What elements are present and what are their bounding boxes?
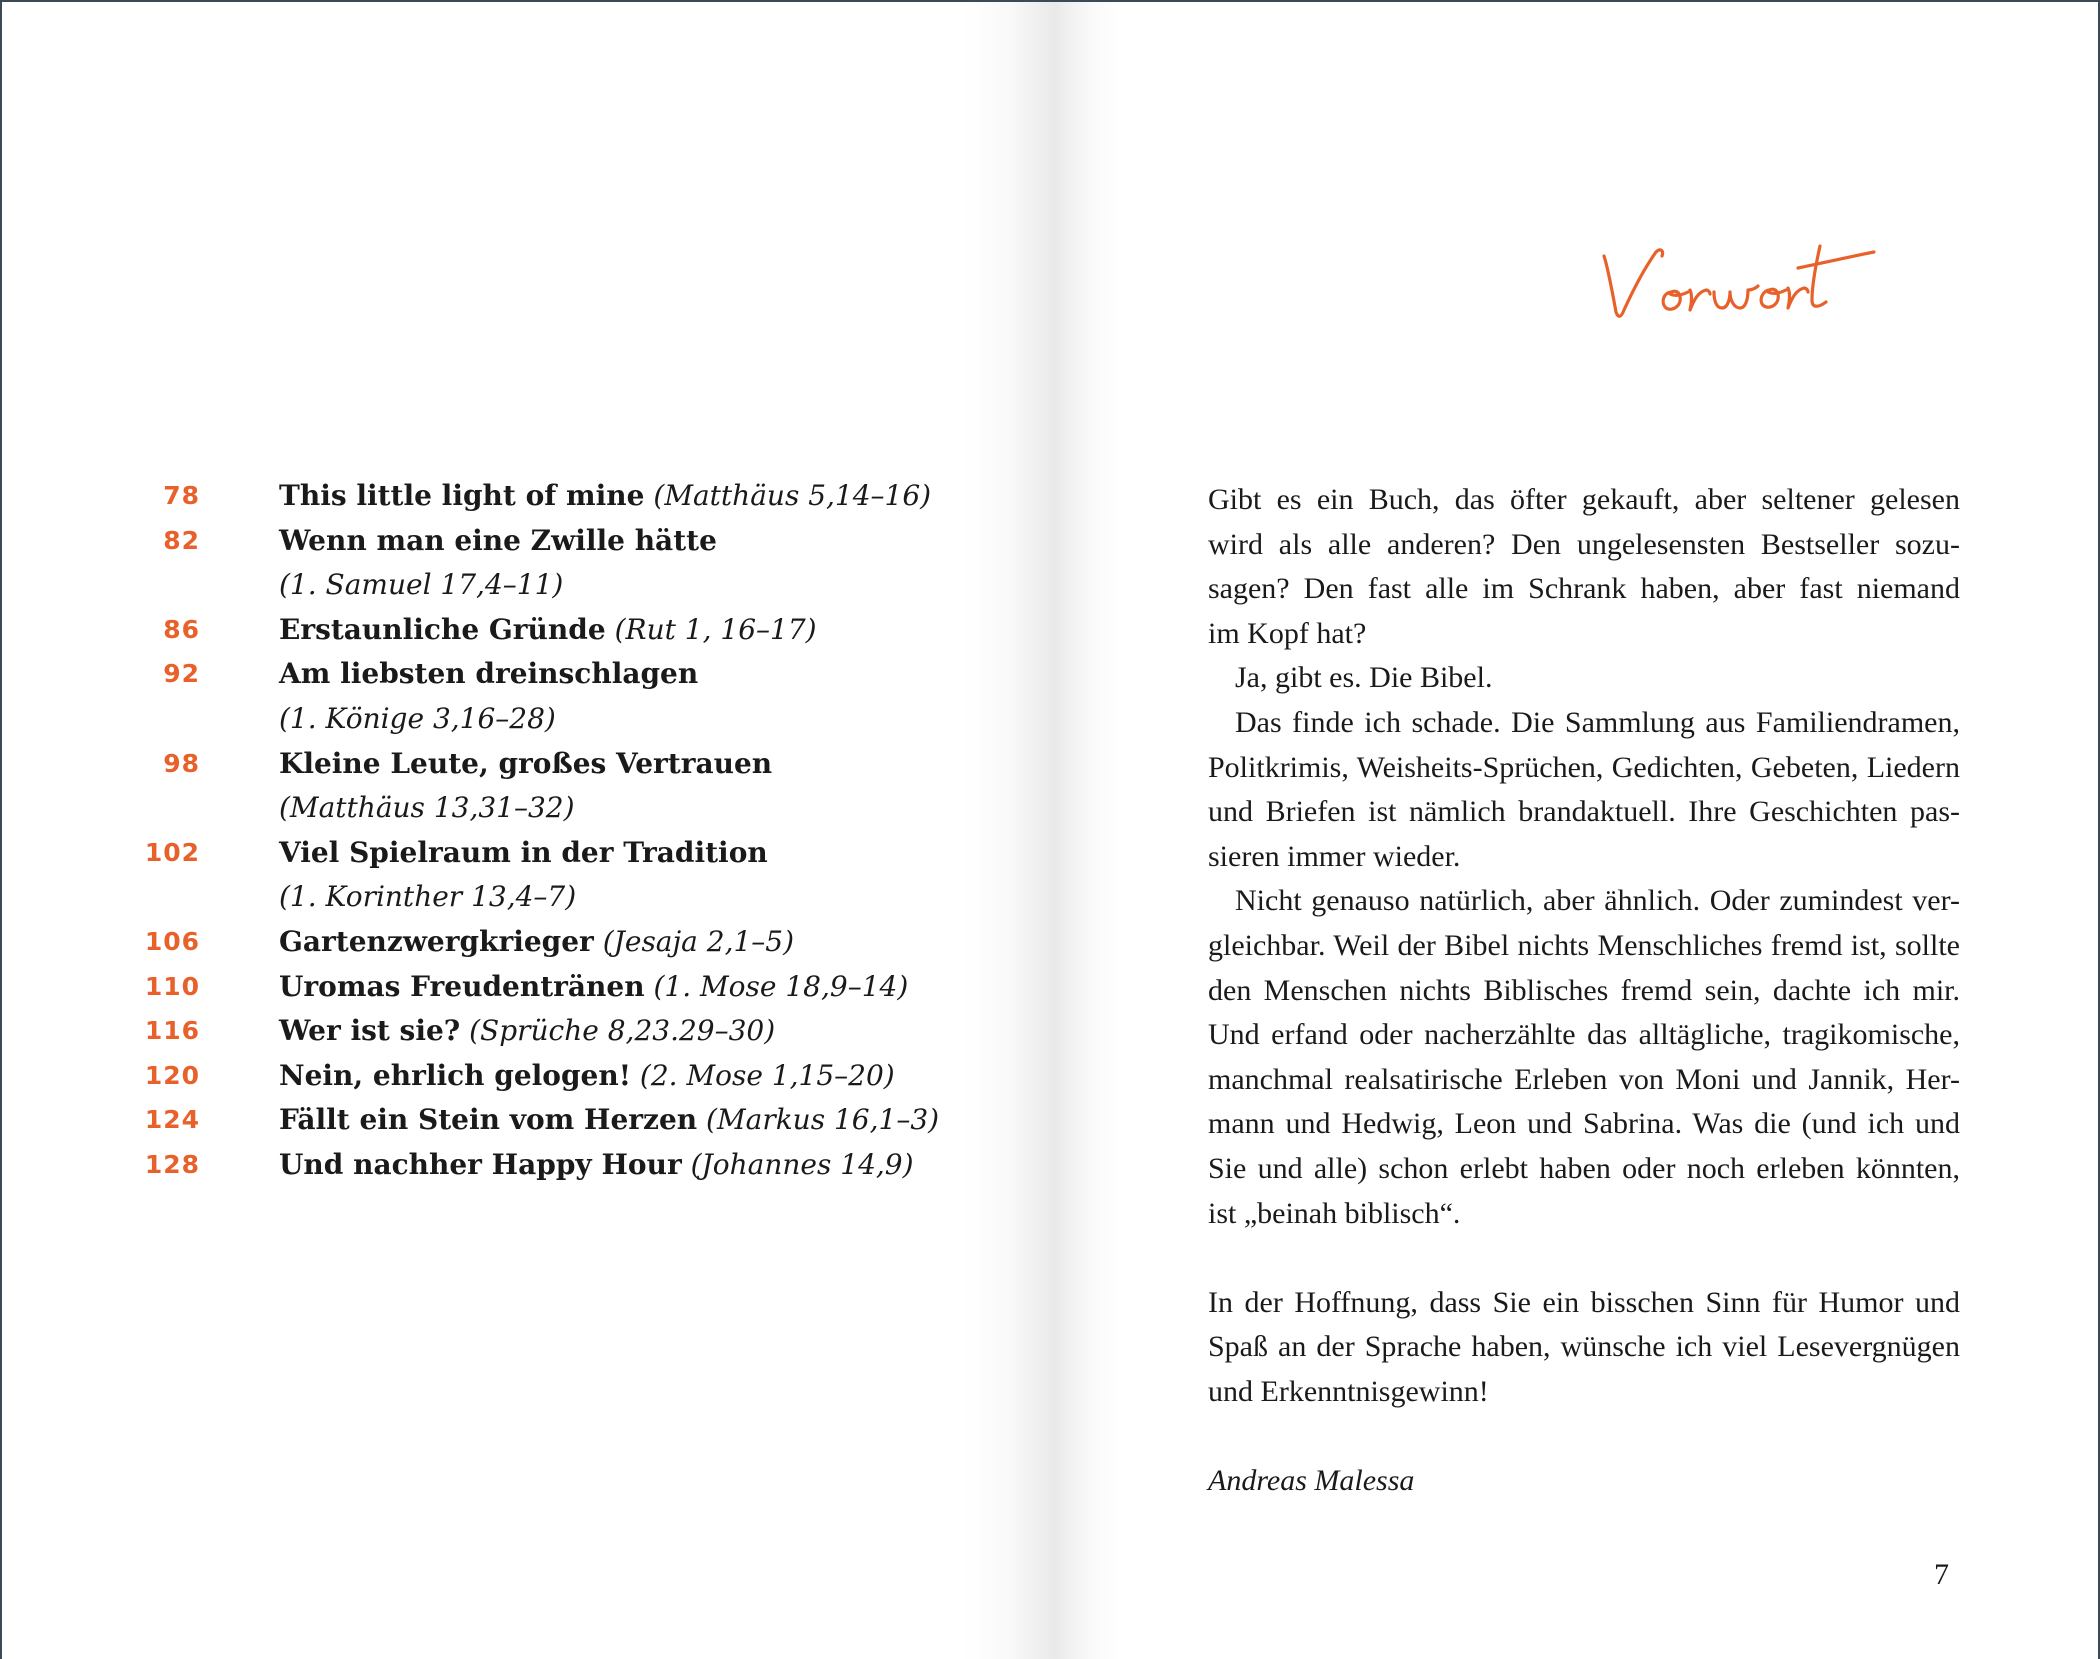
toc-entry-title: Am liebsten dreinschlagen bbox=[279, 657, 699, 691]
toc-entry-text bbox=[279, 1143, 914, 1188]
toc-entry-text bbox=[279, 920, 794, 965]
toc-bible-reference: (1. Mose 18,9–14) bbox=[653, 969, 909, 1003]
toc-entry-title: This little light of mine bbox=[279, 479, 645, 512]
toc-page-number: 124 bbox=[144, 1105, 200, 1135]
foreword-line: mann und Hedwig, Leon und Sabrina. Was die (und ich und bbox=[1208, 1107, 1960, 1141]
toc-entry-text bbox=[279, 875, 576, 920]
foreword-line: wird als alle anderen? Den ungelesensten Bestseller sozu- bbox=[1208, 527, 1960, 561]
foreword-line: Ja, gibt es. Die Bibel. bbox=[1235, 661, 1493, 695]
foreword-line: Das finde ich schade. Die Sammlung aus Familiendramen, bbox=[1235, 705, 1960, 739]
foreword-line: im Kopf hat? bbox=[1208, 616, 1367, 650]
toc-entry bbox=[2, 652, 1002, 697]
toc-entry bbox=[2, 1143, 1002, 1188]
foreword-body bbox=[1208, 478, 1960, 1504]
toc-entry bbox=[2, 831, 1002, 876]
toc-entry-title: Und nachher Happy Hour bbox=[279, 1147, 682, 1181]
closing-line: und Erkenntnisgewinn! bbox=[1208, 1374, 1489, 1408]
toc-entry-title: Kleine Leute, großes Vertrauen bbox=[279, 746, 773, 780]
foreword-line: sieren immer wieder. bbox=[1208, 839, 1461, 873]
foreword-line: sagen? Den fast alle im Schrank haben, aber fast niemand bbox=[1208, 572, 1960, 606]
foreword-line: ist „beinah biblisch“. bbox=[1208, 1196, 1461, 1230]
toc-entry bbox=[2, 519, 1002, 564]
toc-bible-reference: (Markus 16,1–3) bbox=[706, 1103, 940, 1137]
toc-entry-text bbox=[279, 608, 817, 653]
paragraph-gap bbox=[1208, 1236, 1960, 1281]
toc-entry bbox=[2, 1098, 1002, 1143]
foreword-line: den Menschen nichts Biblisches fremd sein, dachte ich mir. bbox=[1208, 973, 1960, 1007]
toc-entry-text bbox=[279, 831, 768, 876]
foreword-line: Gibt es ein Buch, das öfter gekauft, aber seltener gelesen bbox=[1208, 483, 1960, 516]
toc-entry-text bbox=[279, 697, 556, 742]
foreword-line: manchmal realsatirische Erleben von Moni und Jannik, Her- bbox=[1208, 1062, 1960, 1096]
toc-page-number: 128 bbox=[144, 1149, 200, 1179]
toc-entry-title: Viel Spielraum in der Tradition bbox=[279, 835, 768, 869]
toc-bible-reference: (1. Samuel 17,4–11) bbox=[279, 568, 564, 602]
toc-entry bbox=[2, 786, 1002, 831]
toc-bible-reference: (1. Könige 3,16–28) bbox=[279, 701, 556, 735]
foreword-line: Sie und alle) schon erlebt haben oder noch erleben könnten, bbox=[1208, 1151, 1960, 1185]
toc-entry-text bbox=[279, 742, 772, 787]
paragraph-gap bbox=[1208, 1414, 1960, 1459]
toc-page-number: 98 bbox=[163, 748, 200, 778]
toc-entry-title: Nein, ehrlich gelogen! bbox=[279, 1058, 631, 1092]
toc-entry bbox=[2, 563, 1002, 608]
toc-entry bbox=[2, 697, 1002, 742]
toc-page-number: 106 bbox=[144, 926, 200, 956]
foreword-title-script bbox=[1598, 228, 1878, 338]
toc-entry bbox=[2, 875, 1002, 920]
toc-bible-reference: (Matthäus 5,14–16) bbox=[653, 479, 932, 512]
closing-line: Spaß an der Sprache haben, wünsche ich viel Lesevergnügen bbox=[1208, 1330, 1960, 1364]
toc-entry bbox=[2, 965, 1002, 1010]
toc-page-number: 116 bbox=[144, 1016, 200, 1046]
toc-entry bbox=[2, 1054, 1002, 1099]
toc-bible-reference: (Rut 1, 16–17) bbox=[614, 612, 817, 646]
toc-entry-title: Wer ist sie? bbox=[279, 1014, 461, 1048]
toc-entry-text bbox=[279, 474, 931, 519]
toc-entry bbox=[2, 920, 1002, 965]
table-of-contents bbox=[2, 474, 1002, 1188]
toc-entry-text bbox=[279, 786, 575, 831]
toc-bible-reference: (Jesaja 2,1–5) bbox=[602, 924, 795, 958]
foreword-line: Nicht genauso natürlich, aber ähnlich. Oder zumindest ver- bbox=[1235, 884, 1960, 918]
toc-bible-reference: (1. Korinther 13,4–7) bbox=[279, 880, 577, 914]
toc-page-number: 86 bbox=[163, 614, 200, 644]
foreword-line: Und erfand oder nacherzählte das alltägliche, tragikomische, bbox=[1208, 1018, 1960, 1052]
page-number: 7 bbox=[1934, 1558, 1949, 1591]
toc-entry-text bbox=[279, 652, 698, 697]
toc-entry-text bbox=[279, 965, 908, 1010]
toc-page-number: 102 bbox=[144, 837, 200, 867]
toc-entry-title: Erstaunliche Gründe bbox=[279, 612, 606, 646]
toc-entry-text bbox=[279, 1054, 895, 1099]
toc-entry bbox=[2, 1009, 1002, 1054]
foreword-line: gleichbar. Weil der Bibel nichts Menschliches fremd ist, sollte bbox=[1208, 928, 1960, 962]
toc-bible-reference: (Matthäus 13,31–32) bbox=[279, 791, 575, 825]
toc-page-number: 110 bbox=[144, 971, 200, 1001]
toc-bible-reference: (Sprüche 8,23.29–30) bbox=[469, 1014, 776, 1048]
toc-entry bbox=[2, 608, 1002, 653]
toc-entry-text bbox=[279, 1098, 939, 1143]
toc-page-number: 120 bbox=[144, 1060, 200, 1090]
toc-entry-text bbox=[279, 1009, 775, 1054]
toc-entry-title: Uromas Freudentränen bbox=[279, 969, 645, 1003]
toc-entry bbox=[2, 742, 1002, 787]
foreword-line: Politkrimis, Weisheits-Sprüchen, Gedichten, Gebeten, Liedern bbox=[1208, 750, 1960, 784]
toc-bible-reference: (Johannes 14,9) bbox=[690, 1147, 914, 1181]
closing-line: In der Hoffnung, dass Sie ein bisschen Sinn für Humor und bbox=[1208, 1285, 1960, 1319]
left-page bbox=[2, 2, 1028, 1659]
toc-entry-title: Fällt ein Stein vom Herzen bbox=[279, 1103, 698, 1137]
author-signature: Andreas Malessa bbox=[1208, 1464, 1415, 1498]
toc-entry-title: Gartenzwergkrieger bbox=[279, 924, 594, 958]
toc-bible-reference: (2. Mose 1,15–20) bbox=[639, 1058, 895, 1092]
foreword-line: und Briefen ist nämlich brandaktuell. Ihre Geschichten pas- bbox=[1208, 795, 1960, 829]
toc-entry-text bbox=[279, 519, 717, 564]
toc-page-number: 92 bbox=[163, 659, 200, 689]
toc-page-number: 78 bbox=[163, 481, 200, 510]
toc-entry-title: Wenn man eine Zwille hätte bbox=[279, 523, 717, 557]
toc-entry-text bbox=[279, 563, 563, 608]
toc-entry bbox=[2, 474, 1002, 519]
toc-page-number: 82 bbox=[163, 525, 200, 555]
